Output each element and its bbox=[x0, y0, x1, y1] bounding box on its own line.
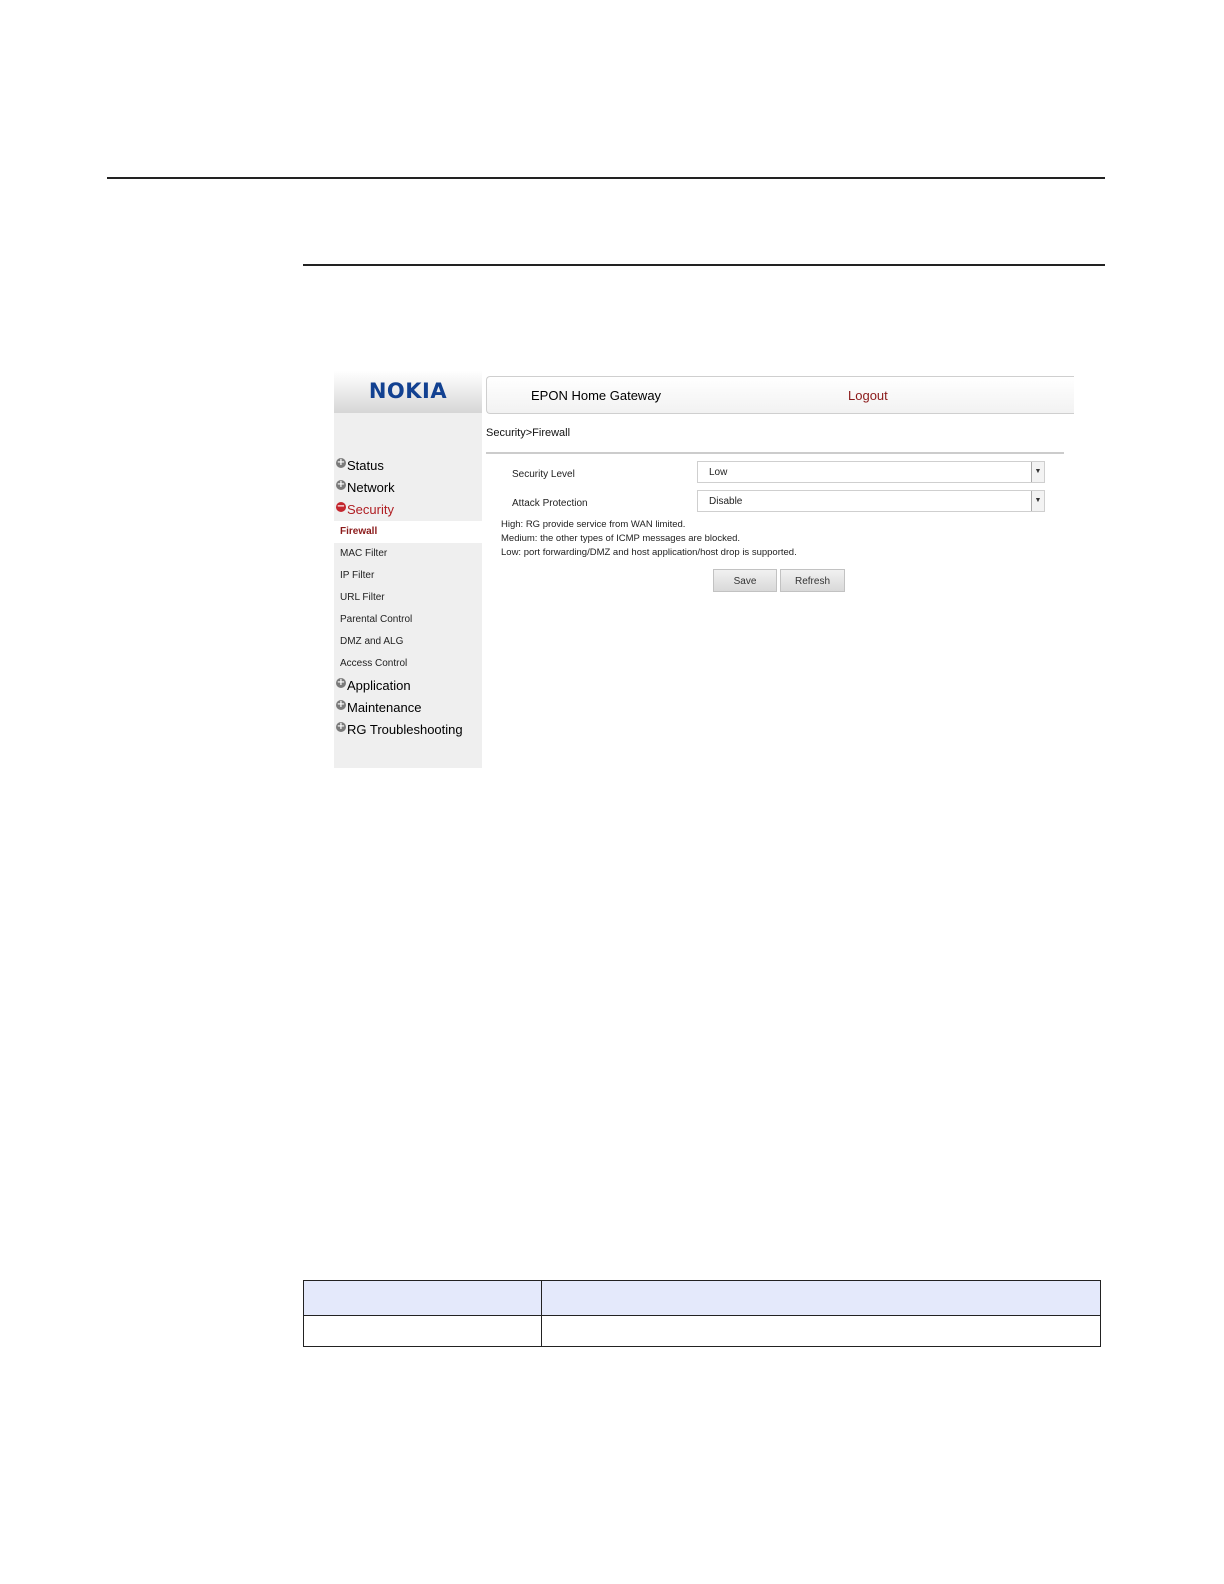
plus-circle-icon: + bbox=[336, 479, 346, 490]
logout-link[interactable]: Logout bbox=[848, 388, 888, 403]
security-level-label: Security Level bbox=[512, 469, 575, 480]
breadcrumb-divider bbox=[486, 452, 1064, 454]
menu-security-label: Security bbox=[347, 502, 394, 517]
save-button[interactable]: Save bbox=[713, 569, 777, 592]
menu-item-parental-control[interactable]: Parental Control bbox=[340, 614, 413, 625]
minus-circle-icon: − bbox=[336, 501, 346, 512]
attack-protection-label: Attack Protection bbox=[512, 498, 588, 509]
table-row bbox=[304, 1316, 1101, 1347]
note-medium: Medium: the other types of ICMP messages are blocked. bbox=[501, 533, 741, 544]
logo-area bbox=[334, 371, 482, 413]
menu-item-access-control[interactable]: Access Control bbox=[340, 658, 408, 669]
attack-protection-value: Disable bbox=[709, 496, 743, 507]
menu-rg-troubleshooting-label: RG Troubleshooting bbox=[347, 722, 463, 737]
menu-application[interactable] bbox=[334, 675, 482, 697]
header-bar bbox=[486, 376, 1074, 414]
menu-maintenance[interactable] bbox=[334, 697, 482, 719]
sidebar bbox=[334, 371, 482, 768]
menu-item-ip-filter[interactable]: IP Filter bbox=[340, 570, 375, 581]
menu-item-firewall[interactable]: Firewall bbox=[334, 521, 482, 543]
menu-security[interactable] bbox=[334, 499, 482, 521]
gateway-title: EPON Home Gateway bbox=[531, 388, 662, 403]
menu-status[interactable] bbox=[334, 455, 482, 477]
menu-item-url-filter[interactable]: URL Filter bbox=[340, 592, 385, 603]
router-screenshot-figure bbox=[334, 371, 1074, 769]
table-cell bbox=[542, 1316, 1101, 1347]
sidebar-menu bbox=[334, 455, 482, 741]
parameter-table bbox=[303, 1280, 1101, 1347]
menu-maintenance-label: Maintenance bbox=[347, 700, 422, 715]
plus-circle-icon: + bbox=[336, 721, 346, 732]
menu-network-label: Network bbox=[347, 480, 395, 495]
menu-item-dmz-alg[interactable]: DMZ and ALG bbox=[340, 636, 404, 647]
security-level-select[interactable] bbox=[697, 461, 1045, 483]
plus-circle-icon: + bbox=[336, 677, 346, 688]
attack-protection-select[interactable] bbox=[697, 490, 1045, 512]
dropdown-arrow-icon: ▼ bbox=[1031, 491, 1044, 511]
section-rule bbox=[303, 264, 1105, 266]
dropdown-arrow-icon: ▼ bbox=[1031, 462, 1044, 482]
plus-circle-icon: + bbox=[336, 699, 346, 710]
menu-network[interactable] bbox=[334, 477, 482, 499]
note-high: High: RG provide service from WAN limited. bbox=[501, 519, 686, 530]
table-header-cell bbox=[542, 1281, 1101, 1316]
menu-application-label: Application bbox=[347, 678, 411, 693]
refresh-button[interactable]: Refresh bbox=[780, 569, 845, 592]
nokia-logo: NOKIA bbox=[368, 379, 448, 403]
table-header-cell bbox=[304, 1281, 542, 1316]
breadcrumb: Security>Firewall bbox=[486, 427, 571, 439]
menu-rg-troubleshooting[interactable] bbox=[334, 719, 482, 741]
table-cell bbox=[304, 1316, 542, 1347]
plus-circle-icon: + bbox=[336, 457, 346, 468]
note-low: Low: port forwarding/DMZ and host application/host drop is supported. bbox=[501, 547, 797, 558]
page-top-rule bbox=[107, 177, 1105, 179]
security-level-value: Low bbox=[709, 467, 728, 478]
menu-item-mac-filter[interactable]: MAC Filter bbox=[340, 548, 388, 559]
table-header-row bbox=[304, 1281, 1101, 1316]
menu-status-label: Status bbox=[347, 458, 384, 473]
